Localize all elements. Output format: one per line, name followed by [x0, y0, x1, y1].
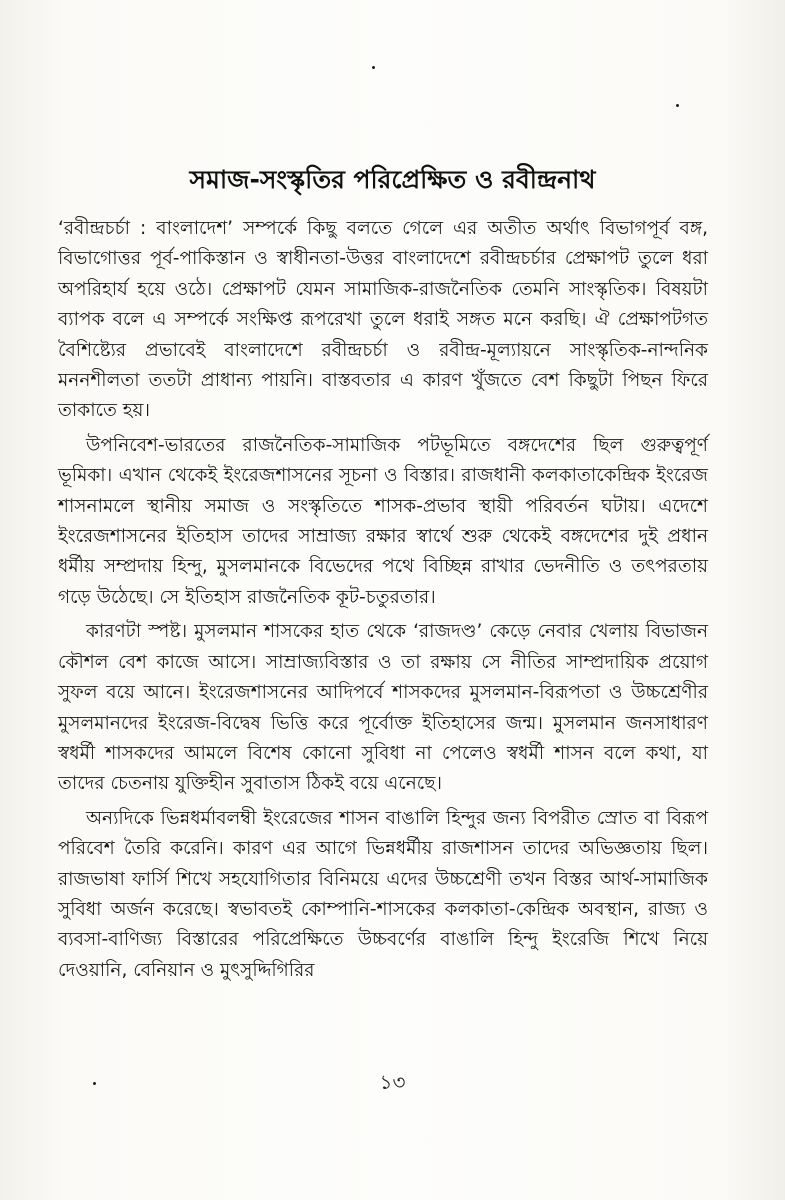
paragraph-3: কারণটা স্পষ্ট। মুসলমান শাসকের হাত থেকে ‘রাজদণ্ড’ কেড়ে নেবার খেলায় বিভাজন কৌশল বেশ কাজে আসে। সাম্রাজ্যবিস্তার ও তা রক্ষায় সে নীতির সাম্প্রদায়িক প্রয়োগ সুফল বয়ে আনে। ইংরেজশাসনের আদিপর্বে শাসকদের মুসলমান-বিরূপতা ও উচ্চশ্রেণীর মুসলমানদের ইংরেজ-বিদ্বেষ ভিত্তি করে পূর্বোক্ত ইতিহাসের জন্ম। মুসলমান জনসাধারণ স্বধর্মী শাসকদের আমলে বিশেষ কোনো সুবিধা না পেলেও স্বধর্মী শাসন বলে কথা, যা তাদের চেতনায় যুক্তিহীন সুবাতাস ঠিকই বয়ে এনেছে।: [58, 621, 708, 795]
body-text: [58, 214, 708, 986]
paragraph-2: উপনিবেশ-ভারতের রাজনৈতিক-সামাজিক পটভূমিতে বঙ্গদেশের ছিল গুরুত্বপূর্ণ ভূমিকা। এখান থেকেই ইংরেজশাসনের সূচনা ও বিস্তার। রাজধানী কলকাতাকেন্দ্রিক ইংরেজ শাসনামলে স্থানীয় সমাজ ও সংস্কৃতিতে শাসক-প্রভাব স্থায়ী পরিবর্তন ঘটায়। এদেশে ইংরেজশাসনের ইতিহাস তাদের সাম্রাজ্য রক্ষার স্বার্থে শুরু থেকেই বঙ্গদেশের দুই প্রধান ধর্মীয় সম্প্রদায় হিন্দু, মুসলমানকে বিভেদের পথে বিচ্ছিন্ন রাখার ভেদনীতি ও তৎপরতায় গড়ে উঠেছে। সে ইতিহাস রাজনৈতিক কূট-চতুরতার।: [58, 434, 708, 608]
ink-speck: [372, 66, 375, 69]
paragraph-1: ‘রবীন্দ্রচর্চা : বাংলাদেশ’ সম্পর্কে কিছু বলতে গেলে এর অতীত অর্থাৎ বিভাগপূর্ব বঙ্গ, বিভাগোত্তর পূর্ব-পাকিস্তান ও স্বাধীনতা-উত্তর বাংলাদেশে রবীন্দ্রচর্চার প্রেক্ষাপট তুলে ধরা অপরিহার্য হয়ে ওঠে। প্রেক্ষাপট যেমন সামাজিক-রাজনৈতিক তেমনি সাংস্কৃতিক। বিষয়টা ব্যাপক বলে এ সম্পর্কে সংক্ষিপ্ত রূপরেখা তুলে ধরাই সঙ্গত মনে করছি। ঐ প্রেক্ষাপটগত বৈশিষ্ট্যের প্রভাবেই বাংলাদেশে রবীন্দ্রচর্চা ও রবীন্দ্র-মূল্যায়নে সাংস্কৃতিক-নান্দনিক মননশীলতা ততটা প্রাধান্য পায়নি। বাস্তবতার এ কারণ খুঁজতে বেশ কিছুটা পিছন ফিরে তাকাতে হয়।: [58, 218, 708, 422]
chapter-title: সমাজ-সংস্কৃতির পরিপ্রেক্ষিত ও রবীন্দ্রনাথ: [189, 165, 596, 194]
paragraph-4: অন্যদিকে ভিন্নধর্মাবলম্বী ইংরেজের শাসন বাঙালি হিন্দুর জন্য বিপরীত স্রোত বা বিরূপ পরিবেশ তৈরি করেনি। কারণ এর আগে ভিন্নধর্মীয় রাজশাসন তাদের অভিজ্ঞতায় ছিল। রাজভাষা ফার্সি শিখে সহযোগিতার বিনিময়ে এদের উচ্চশ্রেণী তখন বিস্তর আর্থ-সামাজিক সুবিধা অর্জন করেছে। স্বভাবতই কোম্পানি-শাসকের কলকাতা-কেন্দ্রিক অবস্থান, রাজ্য ও ব্যবসা-বাণিজ্য বিস্তারের পরিপ্রেক্ষিতে উচ্চবর্ণের বাঙালি হিন্দু ইংরেজি শিখে নিয়ে দেওয়ানি, বেনিয়ান ও মুৎসুদ্দিগিরির: [58, 807, 708, 981]
ink-speck: [676, 104, 679, 107]
page-number: ১৩: [379, 1070, 406, 1094]
